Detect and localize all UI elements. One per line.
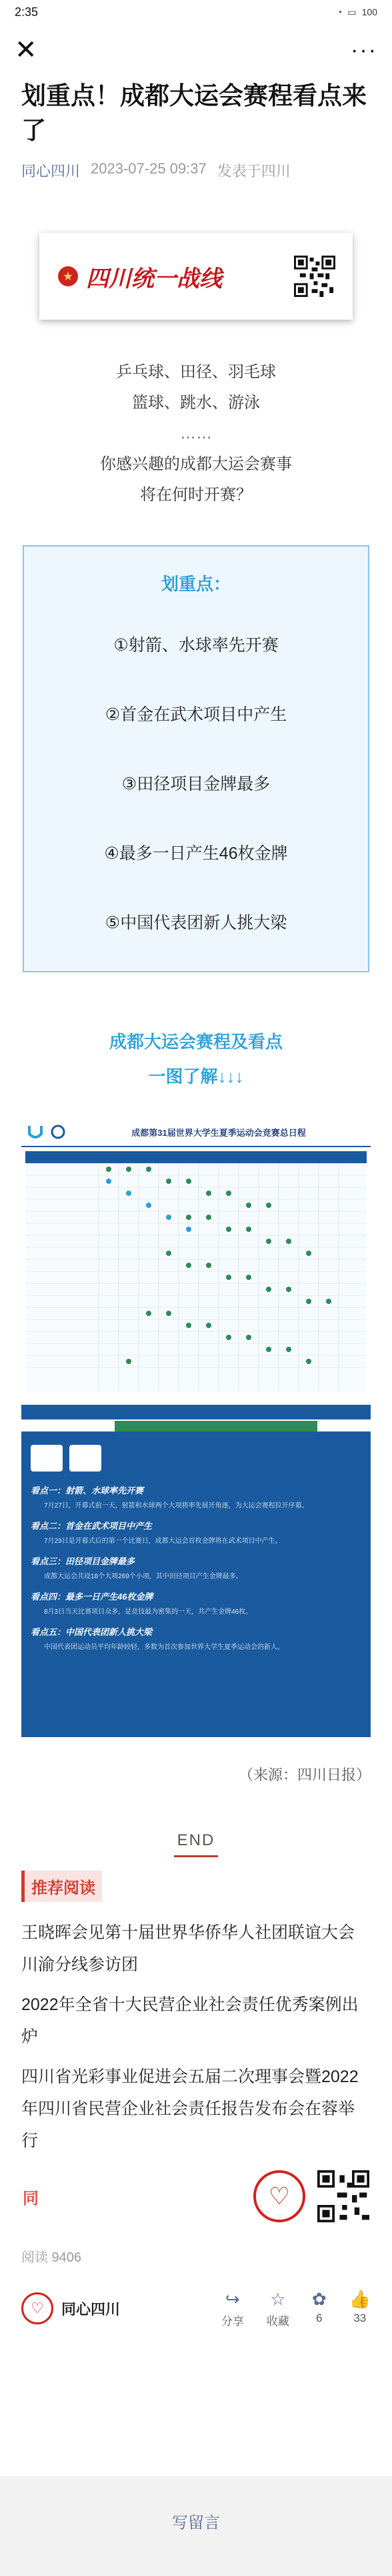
poster-section-title: 看点四：最多一日产生46枚金牌 [31,1592,153,1602]
footer-logo-group [253,2170,369,2222]
like-button[interactable] [349,2289,371,2328]
fisu-logo-icon [49,1123,67,1141]
more-options-icon[interactable]: ··· [351,37,377,63]
end-text: END [177,1831,215,1849]
poster-title: 成都第31届世界大学生夏季运动会竞赛总日程 [131,1127,306,1138]
account-name: 同心四川 [61,2300,121,2318]
favorite-icon: ☆ [270,2288,286,2309]
share-label: 分享 [221,2314,244,2328]
intro-line: 将在何时开赛？ [140,486,252,504]
share-icon: ↪ [225,2288,240,2309]
qr-code-icon [317,2170,369,2222]
recommend-list [21,1917,371,2157]
intro-line: 篮球、跳水、游泳 [132,394,260,412]
poster-section-title: 看点二：首金在武术项目中产生 [31,1521,153,1531]
intro-text [21,357,371,511]
recommend-tag: 推荐阅读 [21,1871,102,1902]
poster-header [21,1118,371,1147]
status-bar [0,0,392,24]
logo-text: 四川统一战线 [86,265,222,292]
battery-level: 100 [361,6,377,17]
account-link[interactable] [21,2292,120,2324]
logo-left [58,260,222,293]
close-icon[interactable]: ✕ [15,35,37,65]
recommend-link[interactable]: 2022年全省十大民营企业社会责任优秀案例出炉 [21,1995,359,2046]
intro-line: 乒乓球、田径、羽毛球 [116,363,276,381]
author-link[interactable]: 同心四川 [21,163,81,180]
article-title: 划重点！成都大运会赛程看点来了 [21,82,367,144]
emblem-icon: ★ [58,266,78,286]
key-point-item: ③田径项目金牌最多 [121,775,271,793]
recommend-count: 6 [315,2311,323,2324]
qr-code-icon [294,256,335,297]
poster-strip-green [115,1421,317,1431]
key-points-box [23,545,369,972]
recommend-link[interactable]: 四川省光彩事业促进会五届二次理事会暨2022年四川省民营企业社会责任报告发布会在蓉举行 [21,2067,359,2150]
account-avatar: ♡ [21,2292,53,2324]
share-button[interactable] [221,2289,244,2328]
poster-section-title: 看点一：射箭、水球率先开赛 [31,1486,144,1496]
end-marker [21,1831,371,1857]
poster-section-title: 看点三：田径项目金牌最多 [31,1556,135,1566]
publish-time: 2023-07-25 09:37 [91,160,207,177]
wifi-icon: ◔ [336,6,343,17]
intro-line: 你感兴趣的成都大运会赛事 [100,455,292,473]
publish-location: 发表于四川 [217,163,291,180]
status-icons [337,7,377,18]
read-count: 阅读 9406 [21,2250,82,2265]
universiade-badge-icon [31,1445,63,1472]
poster-section-text: 7月27日，开幕式前一天，射箭和水球两个大项将率先展开角逐，为大运会赛程拉开序幕。 [44,1502,309,1510]
schedule-heading-line: 一图了解↓↓↓ [148,1066,244,1086]
poster-section-title: 看点五：中国代表团新人挑大梁 [31,1627,153,1637]
banner-logo [39,233,353,320]
poster-section-text: 中国代表团运动员平均年龄较轻，多数为首次参加世界大学生夏季运动会的新人。 [44,1644,284,1651]
write-comment-button[interactable]: 写留言 [172,2514,220,2532]
thumbs-up-icon: 👍 [349,2288,371,2309]
key-point-item: ④最多一日产生46枚金牌 [104,844,288,863]
status-time: 2:35 [15,5,39,19]
schedule-heading [21,1024,371,1094]
key-points-title: 划重点： [161,574,231,594]
battery-icon: ▭ [347,6,357,17]
schedule-poster-image[interactable] [21,1118,371,1737]
key-point-item: ①射箭、水球率先开赛 [113,636,279,655]
tongxin-mark: 同 [23,2189,39,2208]
poster-strip [21,1405,371,1419]
comment-bar [0,2476,392,2576]
universiade-logo-icon [27,1123,44,1141]
flower-icon: ✿ [311,2288,327,2309]
source-note: （来源：四川日报） [238,1766,371,1783]
heart-logo-icon: ♡ [253,2170,305,2222]
action-bar [21,2276,371,2340]
intro-dots: …… [180,424,212,442]
recommend-link[interactable]: 王晓晖会见第十届世界华侨华人社团联谊大会川渝分线参访团 [21,1923,355,1974]
key-point-item: ⑤中国代表团新人挑大梁 [105,914,287,932]
schedule-grid [25,1151,367,1391]
action-buttons [221,2289,371,2328]
key-point-item: ②首金在武术项目中产生 [105,705,287,724]
like-count: 33 [353,2311,367,2324]
favorite-button[interactable] [267,2289,289,2328]
recommend-button[interactable] [312,2289,327,2328]
poster-highlights [21,1431,371,1662]
poster-schedule-table [21,1118,371,1431]
article-body [0,79,392,2340]
top-nav [0,24,392,76]
end-divider [174,1855,218,1857]
footer-logos [21,2170,371,2222]
poster-section-text: 7月29日是开幕式后的第一个比赛日，成都大运会首枚金牌将在武术项目中产生。 [44,1538,282,1545]
poster-section-text: 成都大运会共设18个大项269个小项，其中田径项目产生金牌最多。 [44,1573,243,1580]
poster-section-text: 8月3日当天比赛项目众多，是竞技最为密集的一天，共产生金牌46枚。 [44,1608,253,1616]
poster-logos [31,1439,361,1477]
schedule-heading-line: 成都大运会赛程及看点 [109,1032,283,1052]
favorite-label: 收藏 [266,2314,289,2328]
fisu-badge-icon [69,1445,101,1472]
key-points-list [24,635,368,982]
article-meta [21,160,371,181]
